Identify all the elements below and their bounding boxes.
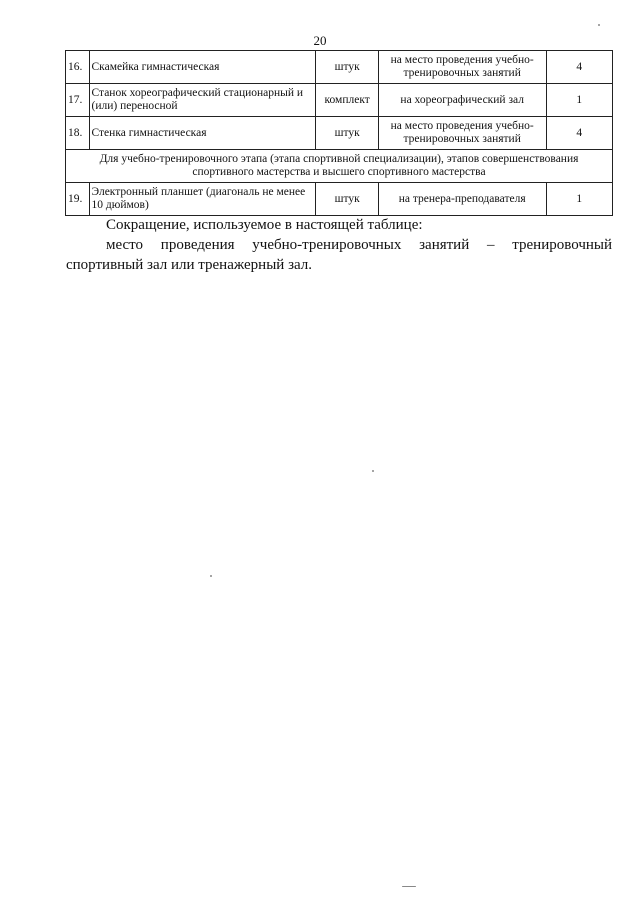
scan-speck <box>598 24 600 26</box>
quantity: 4 <box>546 51 612 84</box>
calculation-unit: на тренера-преподавателя <box>378 183 546 216</box>
abbreviation-note <box>66 216 612 275</box>
row-number: 17. <box>66 84 90 117</box>
note-body: место проведения учебно-тренировочных занятий – тренировочный спортивный зал или тренажерный зал. <box>66 236 612 273</box>
calculation-unit: на хореографический зал <box>378 84 546 117</box>
item-name: Станок хореографический стационарный и (или) переносной <box>89 84 316 117</box>
section-heading-row <box>66 150 613 183</box>
table-row <box>66 117 613 150</box>
calculation-unit: на место проведения учебно-тренировочных занятий <box>378 117 546 150</box>
item-name: Электронный планшет (диагональ не менее 10 дюймов) <box>89 183 316 216</box>
equipment-table <box>65 50 613 216</box>
page-number: 20 <box>313 33 327 48</box>
section-heading: Для учебно-тренировочного этапа (этапа спортивной специализации), этапов совершенствования спортивного мастерства и высшего спортивного мастерства <box>66 150 613 183</box>
item-name: Скамейка гимнастическая <box>89 51 316 84</box>
row-number: 18. <box>66 117 90 150</box>
quantity: 4 <box>546 117 612 150</box>
table-row <box>66 84 613 117</box>
calculation-unit: на место проведения учебно-тренировочных занятий <box>378 51 546 84</box>
scan-speck <box>402 886 416 887</box>
table-row <box>66 183 613 216</box>
note-title: Сокращение, используемое в настоящей таблице: <box>106 217 423 233</box>
quantity: 1 <box>546 84 612 117</box>
quantity: 1 <box>546 183 612 216</box>
unit-of-measure: штук <box>316 51 378 84</box>
scan-speck <box>372 470 374 472</box>
unit-of-measure: штук <box>316 117 378 150</box>
row-number: 16. <box>66 51 90 84</box>
table-row <box>66 51 613 84</box>
item-name: Стенка гимнастическая <box>89 117 316 150</box>
unit-of-measure: комплект <box>316 84 378 117</box>
unit-of-measure: штук <box>316 183 378 216</box>
row-number: 19. <box>66 183 90 216</box>
scan-speck <box>210 575 212 577</box>
